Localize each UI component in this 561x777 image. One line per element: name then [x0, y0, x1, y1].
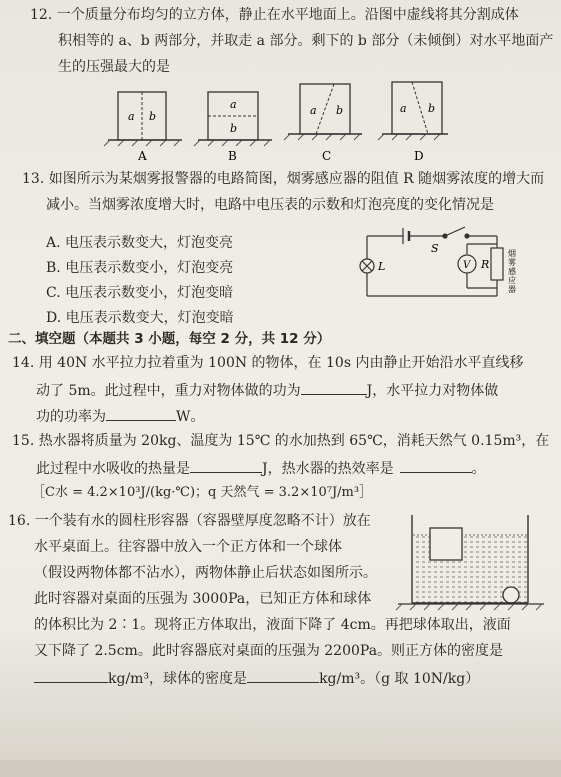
figure-a — [104, 92, 182, 163]
sensor-char-3: 感 — [508, 267, 516, 276]
fig-d-label-a: a — [400, 102, 407, 115]
fig-a-label-b: b — [149, 110, 157, 123]
q15-blank-2[interactable] — [400, 458, 472, 473]
resistor-label: R — [481, 258, 490, 271]
switch-label: S — [431, 242, 439, 255]
voltmeter-label: V — [463, 260, 471, 271]
lamp-label: L — [378, 260, 386, 273]
figure-d — [378, 82, 448, 163]
sensor-char-1: 烟 — [508, 249, 516, 258]
sphere-object — [503, 587, 519, 603]
sensor-char-5: 器 — [508, 285, 516, 294]
q15-blank-1[interactable] — [190, 458, 262, 473]
q14-line3-text-a: 功的功率为 — [36, 409, 106, 425]
q15-line1: 15. 热水器将质量为 20kg、温度为 15℃ 的水加热到 65℃，消耗天然气 0.15m³，在 — [12, 433, 550, 449]
section-fill-in-title: 二、填空题（本题共 3 小题，每空 2 分，共 12 分） — [8, 331, 331, 347]
q14-line3 — [36, 406, 204, 426]
page-bottom-edge — [0, 760, 561, 777]
q14-line2-text-a: 动了 5m。此过程中，重力对物体做的功为 — [36, 383, 301, 399]
q12-line3: 生的压强最大的是 — [58, 59, 170, 75]
q16-line6: 又下降了 2.5cm。此时容器底对桌面的压强为 2200Pa。则正方体的密度是 — [34, 643, 504, 659]
q15-line2-text-b: J，热水器的热效率是 — [262, 461, 394, 477]
figure-b — [194, 92, 272, 163]
option-c-label: C — [322, 149, 332, 163]
q16-line5: 的体积比为 2∶1。现将正方体取出，液面下降了 4cm。再把球体取出，液面 — [34, 617, 511, 633]
fig-d-label-b: b — [428, 102, 436, 115]
q12-cube-figures — [90, 78, 450, 164]
q13-line1: 13. 如图所示为某烟雾报警器的电路简图，烟雾感应器的阻值 R 随烟雾浓度的增大而 — [22, 171, 545, 187]
q13-option-c: C. 电压表示数变小，灯泡变暗 — [46, 285, 234, 301]
q12-line1: 12. 一个质量分布均匀的立方体，静止在水平地面上。沿图中虚线将其分割成体 — [30, 7, 519, 23]
q15-line2 — [36, 458, 486, 478]
q14-line1: 14. 用 40N 水平拉力拉着重为 100N 的物体，在 10s 内由静止开始沿水平直线移 — [12, 355, 524, 371]
q16-line3: （假设两物体都不沾水），两物体静止后状态如图所示。 — [34, 565, 377, 581]
sensor-char-4: 应 — [508, 276, 516, 285]
q13-option-d: D. 电压表示数变大，灯泡变暗 — [46, 310, 234, 326]
fig-b-label-b: b — [230, 122, 238, 135]
q14-blank-1[interactable] — [301, 380, 367, 395]
q16-line1: 16. 一个装有水的圆柱形容器（容器壁厚度忽略不计）放在 — [8, 513, 371, 529]
q14-blank-2[interactable] — [106, 406, 176, 421]
figure-c — [284, 84, 362, 163]
q13-line2: 减小。当烟雾浓度增大时，电路中电压表的示数和灯泡亮度的变化情况是 — [46, 197, 494, 213]
q16-blank-2[interactable] — [247, 668, 319, 683]
fig-b-label-a: a — [230, 98, 237, 111]
q15-line2-text-a: 此过程中水吸收的热量是 — [36, 461, 190, 477]
q14-line3-text-b: W。 — [176, 409, 205, 425]
q16-line4: 此时容器对桌面的压强为 3000Pa，已知正方体和球体 — [34, 591, 372, 607]
q13-circuit-diagram — [355, 218, 525, 318]
sensor-char-2: 雾 — [508, 258, 516, 267]
q16-container-diagram — [392, 515, 552, 615]
option-d-label: D — [414, 149, 424, 163]
q15-line2-text-c: 。 — [471, 461, 486, 477]
q16-blank-1[interactable] — [34, 668, 108, 683]
q14-line2 — [36, 380, 498, 400]
q13-option-b: B. 电压表示数变小，灯泡变亮 — [46, 260, 234, 276]
q13-option-a: A. 电压表示数变大，灯泡变亮 — [46, 235, 234, 251]
q14-line2-text-b: J，水平拉力对物体做 — [366, 383, 499, 399]
fig-a-label-a: a — [128, 110, 135, 123]
q12-line2: 积相等的 a、b 两部分，并取走 a 部分。剩下的 b 部分（未倾倒）对水平地面产 — [58, 33, 554, 49]
q15-line3: ［C水 = 4.2×10³J/(kg·℃)；q 天然气 = 3.2×10⁷J/m³］ — [32, 485, 373, 500]
q16-line2: 水平桌面上。往容器中放入一个正方体和一个球体 — [34, 539, 342, 555]
option-a-label: A — [138, 149, 147, 163]
option-b-label: B — [228, 149, 237, 163]
q16-line7-text-b: kg/m³。（g 取 10N/kg） — [319, 671, 480, 687]
fig-c-label-b: b — [336, 104, 344, 117]
q16-line7 — [34, 668, 479, 688]
cube-object — [430, 528, 462, 560]
fig-c-label-a: a — [310, 104, 317, 117]
q16-line7-text-a: kg/m³，球体的密度是 — [108, 671, 248, 687]
